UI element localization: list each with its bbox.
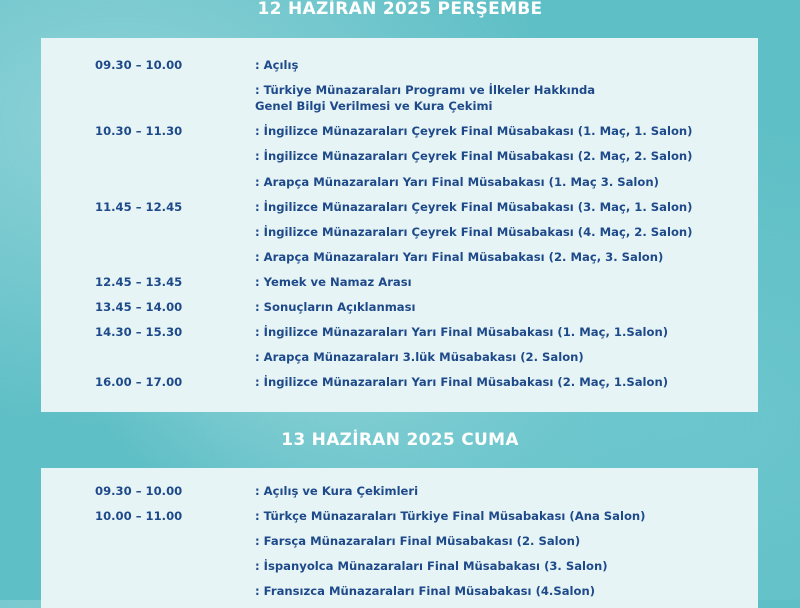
row-text: : İngilizce Münazaraları Yarı Final Müsabakası (2. Maç, 1.Salon) <box>255 375 669 389</box>
row-text: : İngilizce Münazaraları Yarı Final Müsabakası (1. Maç, 1.Salon) <box>255 325 669 339</box>
row-time: 09.30 – 10.00 <box>95 484 183 498</box>
row-text: : Farsça Münazaraları Final Müsabakası (2. Salon) <box>255 534 581 548</box>
row-text: : Arapça Münazaraları Yarı Final Müsabakası (1. Maç 3. Salon) <box>255 175 659 189</box>
row-text: : Açılış <box>255 58 299 72</box>
row-time: 09.30 – 10.00 <box>95 58 183 72</box>
row-time: 10.30 – 11.30 <box>95 124 183 138</box>
row-text: : İspanyolca Münazaraları Final Müsabakası (3. Salon) <box>255 559 608 573</box>
day1-schedule-panel <box>41 38 758 412</box>
row-text: : Yemek ve Namaz Arası <box>255 275 412 289</box>
row-time: 11.45 – 12.45 <box>95 200 183 214</box>
row-time: 14.30 – 15.30 <box>95 325 183 339</box>
row-text: : Sonuçların Açıklanması <box>255 300 416 314</box>
row-text: : Türkiye Münazaraları Programı ve İlkeler Hakkında Genel Bilgi Verilmesi ve Kura Çekimi <box>255 83 596 113</box>
row-text: : Arapça Münazaraları Yarı Final Müsabakası (2. Maç, 3. Salon) <box>255 250 664 264</box>
day2-schedule-panel <box>41 468 758 608</box>
row-time: 13.45 – 14.00 <box>95 300 183 314</box>
day1-title: 12 HAZİRAN 2025 PERŞEMBE <box>257 0 543 19</box>
row-time: 12.45 – 13.45 <box>95 275 183 289</box>
row-text: : Fransızca Münazaraları Final Müsabakası (4.Salon) <box>255 584 596 598</box>
day2-title: 13 HAZİRAN 2025 CUMA <box>281 430 519 450</box>
row-text: : Arapça Münazaraları 3.lük Müsabakası (2. Salon) <box>255 350 584 364</box>
row-time: 10.00 – 11.00 <box>95 509 183 523</box>
row-time: 16.00 – 17.00 <box>95 375 183 389</box>
row-text: : Açılış ve Kura Çekimleri <box>255 484 419 498</box>
row-text: : İngilizce Münazaraları Çeyrek Final Müsabakası (3. Maç, 1. Salon) <box>255 200 693 214</box>
row-text: : İngilizce Münazaraları Çeyrek Final Müsabakası (1. Maç, 1. Salon) <box>255 124 693 138</box>
row-text: : İngilizce Münazaraları Çeyrek Final Müsabakası (4. Maç, 2. Salon) <box>255 225 693 239</box>
row-text: : Türkçe Münazaraları Türkiye Final Müsabakası (Ana Salon) <box>255 509 646 523</box>
row-text: : İngilizce Münazaraları Çeyrek Final Müsabakası (2. Maç, 2. Salon) <box>255 149 693 163</box>
